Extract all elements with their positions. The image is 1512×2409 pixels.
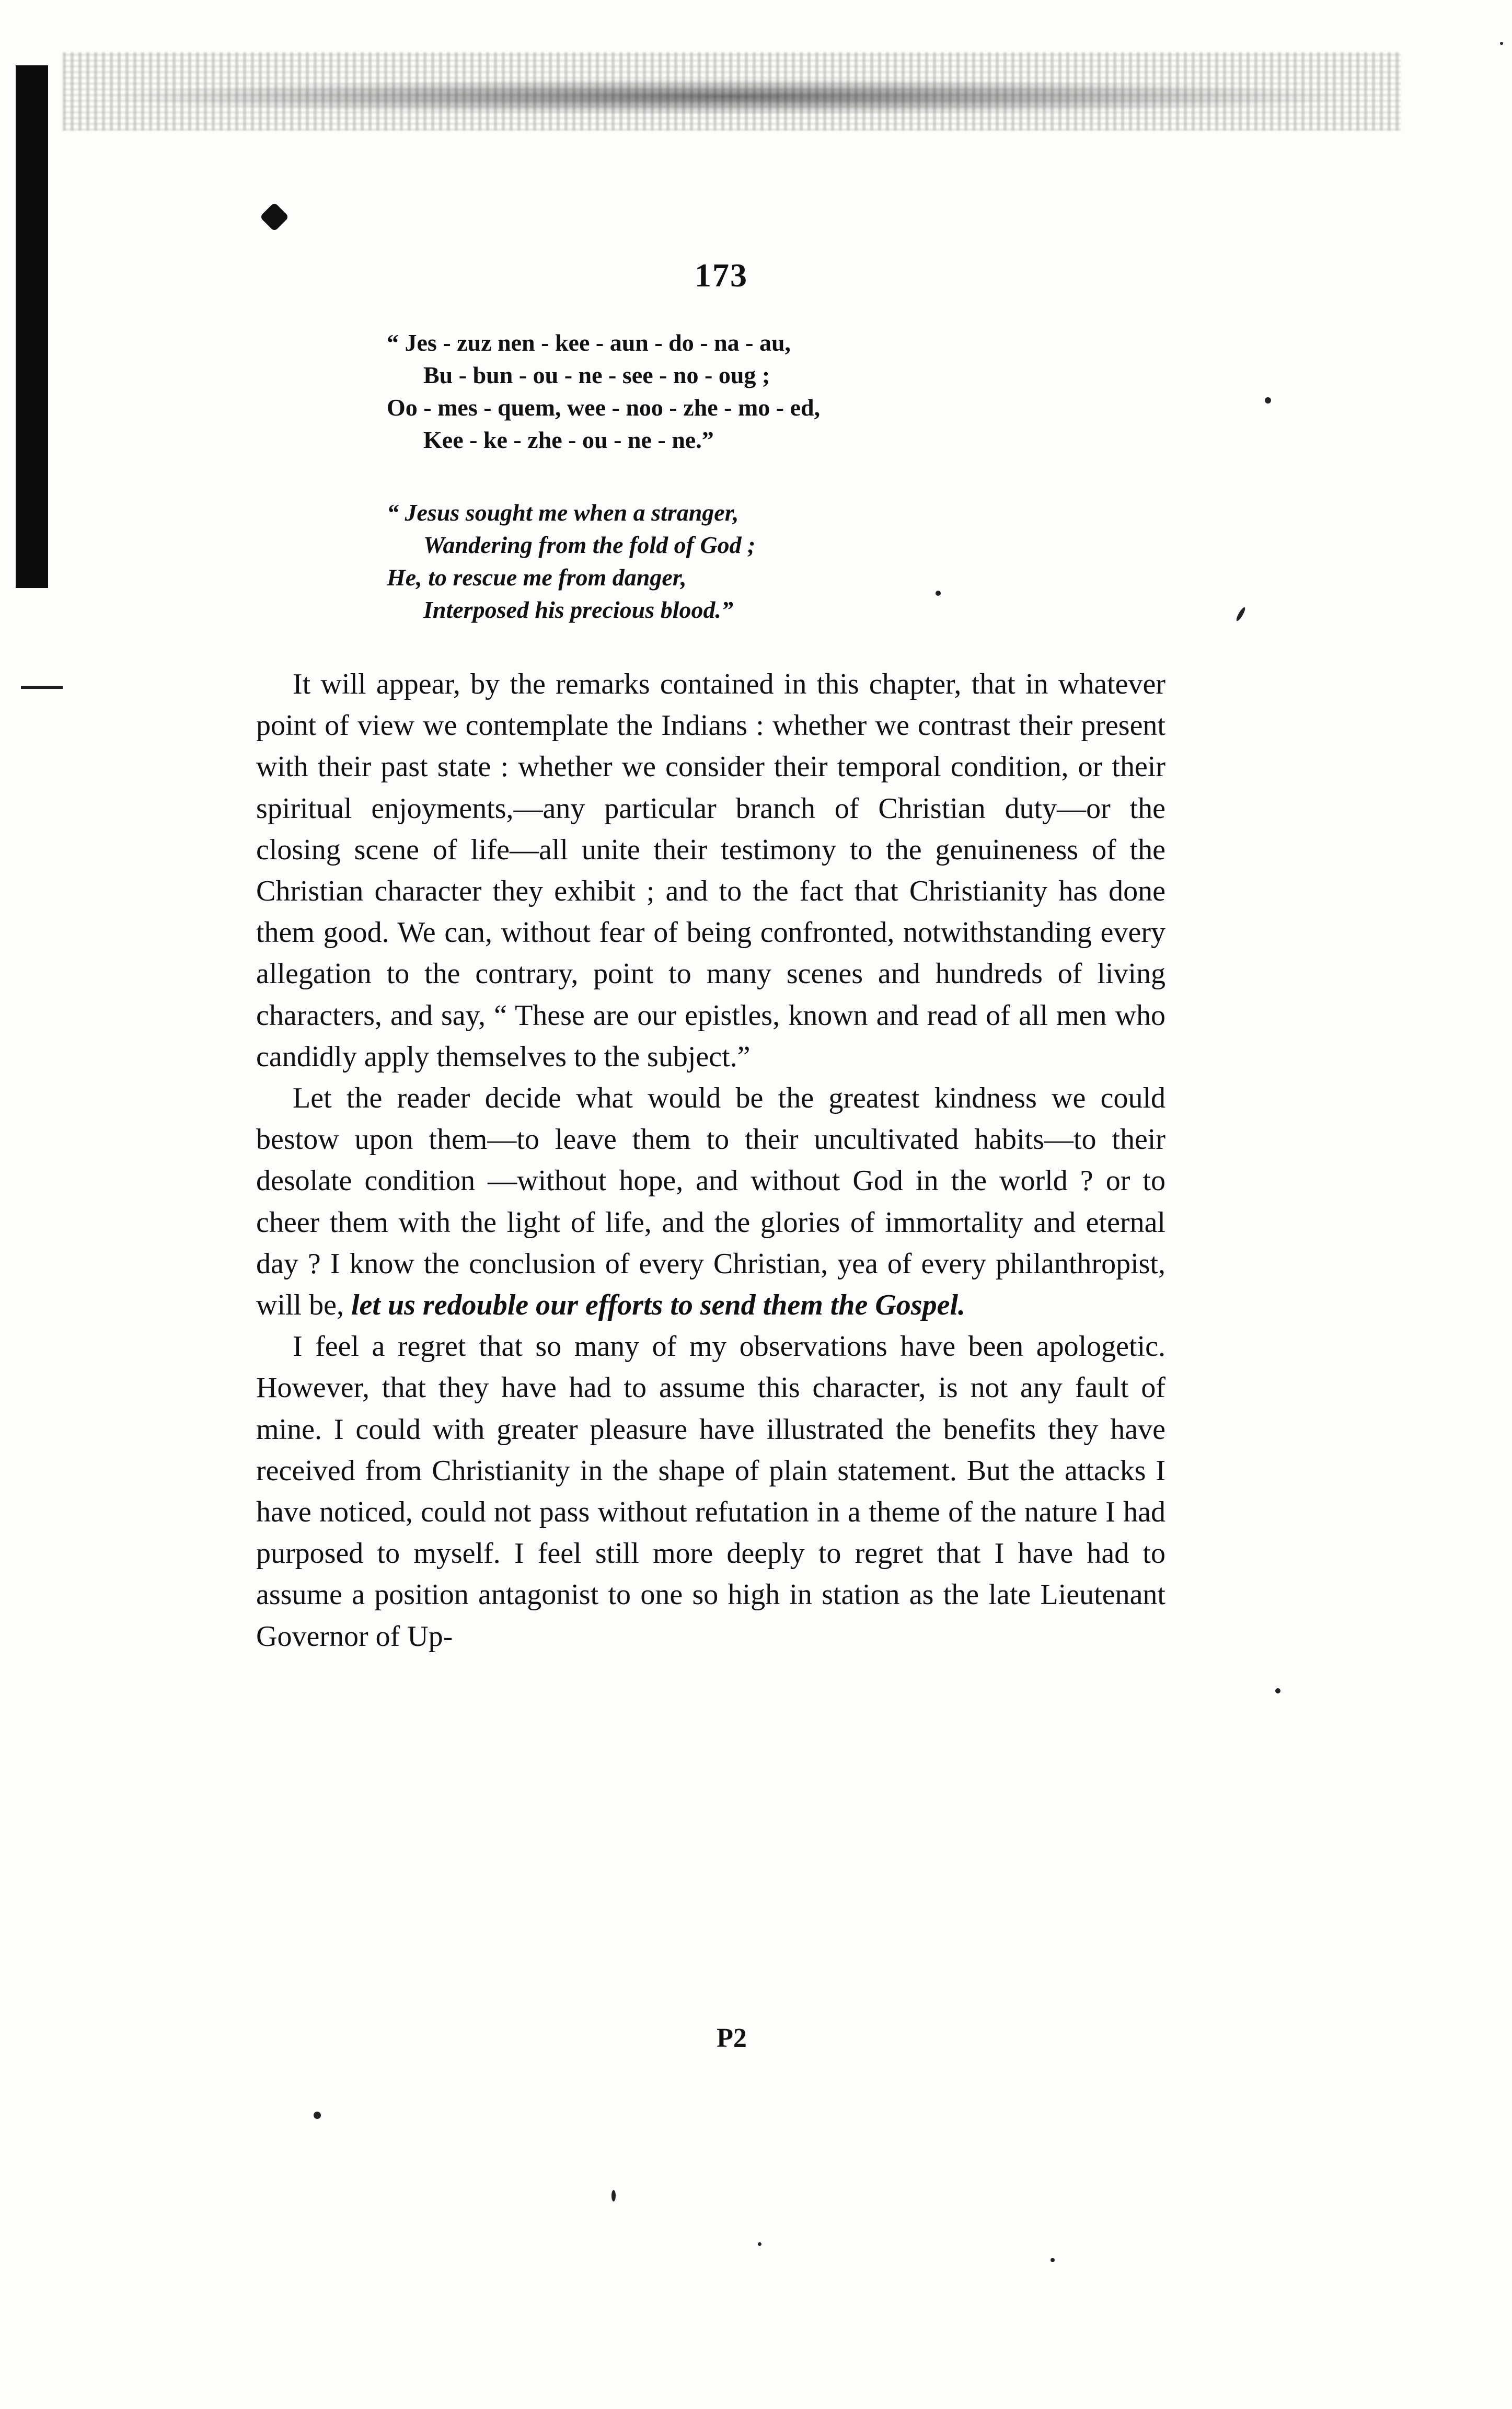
printer-signature-mark: P2: [717, 2023, 747, 2053]
paragraph: [256, 1078, 1165, 1326]
emphasized-text: let us redouble our efforts to send them the Gospel.: [351, 1289, 965, 1322]
verse-line: Interposed his precious blood.”: [423, 596, 733, 623]
scan-binding-shadow: [16, 65, 48, 588]
verse-line: “ Jes - zuz nen - kee - aun - do - na - au,: [387, 329, 791, 356]
verse-line: He, to rescue me from danger,: [387, 564, 687, 591]
scan-smudge-top: [89, 78, 1369, 115]
ink-speck: [1235, 606, 1246, 622]
paragraph-text: It will appear, by the remarks contained in this chapter, that in whatever point of view we contemplate the Indians : whether we contrast their present with their past state : whether we consider their temporal condition, or their spiritual enjoyments,—any particular branch of Christian duty—or the closing scene of life—all unite their testimony to the genuineness of the Christian character they exhibit ; and to the fact that Christianity has done them good. We can, without fear of being confronted, notwithstanding every allegation to the contrary, point to many scenes and hundreds of living characters, and say, “ These are our epistles, known and read of all men who candidly apply themselves to the subject.”: [256, 668, 1165, 1073]
page-number: 173: [695, 257, 748, 294]
verse-line: Kee - ke - zhe - ou - ne - ne.”: [423, 427, 714, 453]
ink-speck: [1275, 1688, 1280, 1693]
ink-blot: [260, 202, 290, 232]
ink-speck: [1265, 397, 1271, 404]
verse-line: Oo - mes - quem, wee - noo - zhe - mo - ed,: [387, 394, 821, 421]
ink-speck: [611, 2190, 616, 2201]
native-language-verse: [387, 327, 1066, 456]
verse-line: “ Jesus sought me when a stranger,: [387, 499, 739, 526]
margin-dash: [21, 686, 63, 689]
ink-speck: [758, 2242, 761, 2246]
body-text: [256, 664, 1165, 1657]
paragraph-text: Let the reader decide what would be the greatest kindness we could bestow upon them—to leave them to their uncultivated habits—to their desolate condition —without hope, and without God in the world ? or to cheer them with the light of life, and the glories of immortality and eternal day ? I know the conclusion of every Christian, yea of every philanthropist, will be,: [256, 1082, 1165, 1322]
verse-line: Bu - bun - ou - ne - see - no - oug ;: [423, 362, 770, 388]
ink-speck: [1051, 2258, 1055, 2262]
verse-line: Wandering from the fold of God ;: [423, 532, 756, 558]
paragraph: [256, 664, 1165, 1078]
paragraph-text: I feel a regret that so many of my observations have been apologetic. However, that they have had to assume this character, is not any fault of mine. I could with greater pleasure have illustrated the benefits they have received from Christianity in the shape of plain statement. But the attacks I have noticed, could not pass without refutation in a theme of the nature I had purposed to myself. I feel still more deeply to regret that I have had to assume a position antagonist to one so high in station as the late Lieutenant Governor of Up-: [256, 1330, 1165, 1653]
paragraph: [256, 1326, 1165, 1657]
ink-speck: [1500, 42, 1503, 45]
english-verse: [387, 497, 1066, 626]
ink-speck: [314, 2112, 321, 2119]
